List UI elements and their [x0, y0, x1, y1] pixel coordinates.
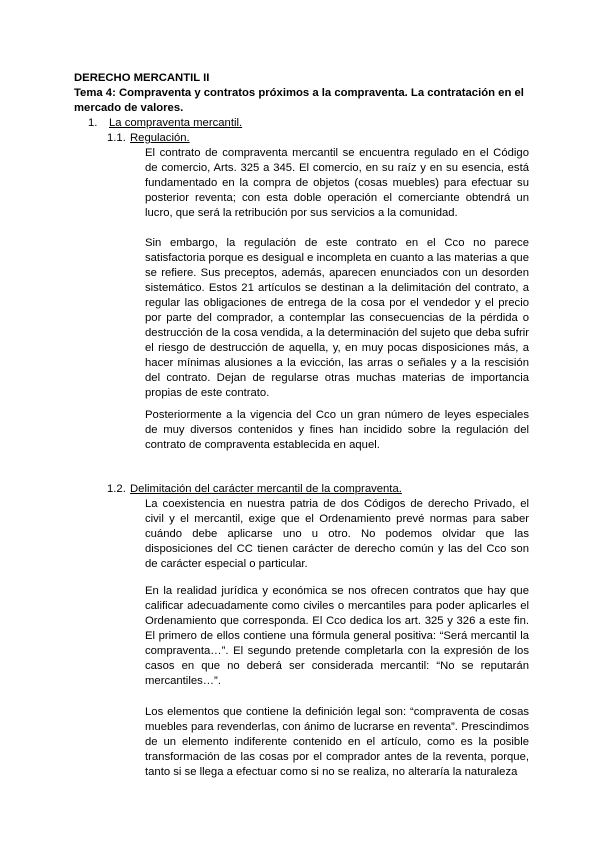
- subsection-1-2-title: Delimitación del carácter mercantil de la compraventa.: [130, 483, 402, 495]
- paragraph: La coexistencia en nuestra patria de dos Códigos de derecho Privado, el civil y el mercantil, exige que el Ordenamiento prevé normas para saber cuándo debe aplicarse uno u otro. No podemos olvidar que las disposiciones del CC tienen carácter de derecho común y las del Cco son de carácter especial o particular.: [145, 498, 529, 570]
- section-1-number: 1.: [88, 117, 98, 129]
- paragraph: El contrato de compraventa mercantil se encuentra regulado en el Código de comercio, Arts. 325 a 345. El comercio, en su raíz y en su esencia, está fundamentado en la compra de objetos (cosas muebles) para efectuar su posterior reventa; con esta doble operación el comerciante obtendrá un lucro, que será la retribución por sus servicios a la comunidad.: [145, 147, 529, 219]
- paragraph: Posteriormente a la vigencia del Cco un gran número de leyes especiales de muy diversos contenidos y fines han incidido sobre la regulación del contrato de compraventa establecida en aquel.: [145, 409, 529, 451]
- paragraph: En la realidad jurídica y económica se nos ofrecen contratos que hay que calificar adecuadamente como civiles o mercantiles para poder aplicarles el Ordenamiento que corresponda. El Cco dedica los art. 325 y 326 a este fin. El primero de ellos contiene una fórmula general positiva: “Será mercantil la compraventa…”. El segundo pretende completarla con la expresión de los casos en que no deberá ser considerada mercantil: “No se reputarán mercantiles…”.: [145, 585, 529, 687]
- paragraph: Sin embargo, la regulación de este contrato en el Cco no parece satisfactoria porque es desigual e incompleta en cuanto a las materias a que se refiere. Sus preceptos, además, aparecen enunciados con un desorden sistemático. Estos 21 artículos se destinan a la delimitación del contrato, a regular las obligaciones de entrega de la cosa por el vendedor y el precio por parte del comprador, a contemplar las consecuencias de la pérdida o destrucción de la cosa vendida, a la determinación del sujeto que deba sufrir el riesgo de destrucción de aquella, y, en muy pocas disposiciones más, a hacer mínimas alusiones a la evicción, las arras o señales y a la rescisión del contrato. Dejan de regularse otras muchas materias de importancia propias de este contrato.: [145, 237, 529, 399]
- section-1-title: La compraventa mercantil.: [109, 117, 243, 129]
- subsection-1-1-number: 1.1.: [107, 132, 126, 144]
- subsection-1-1-title: Regulación.: [130, 132, 190, 144]
- topic-title: Tema 4: Compraventa y contratos próximos a la compraventa. La contratación en el mercado de valores.: [74, 87, 524, 114]
- paragraph: Los elementos que contiene la definición legal son: “compraventa de cosas muebles para revenderlas, con ánimo de lucrarse en reventa”. Prescindimos de un elemento indiferente contenido en el artículo, como es la posible transformación de las cosas por el comprador antes de la reventa, porque, tanto si se llega a efectuar como si no se realiza, no alteraría la naturaleza: [145, 706, 529, 778]
- course-title: DERECHO MERCANTIL II: [74, 72, 210, 84]
- subsection-1-2-number: 1.2.: [107, 483, 126, 495]
